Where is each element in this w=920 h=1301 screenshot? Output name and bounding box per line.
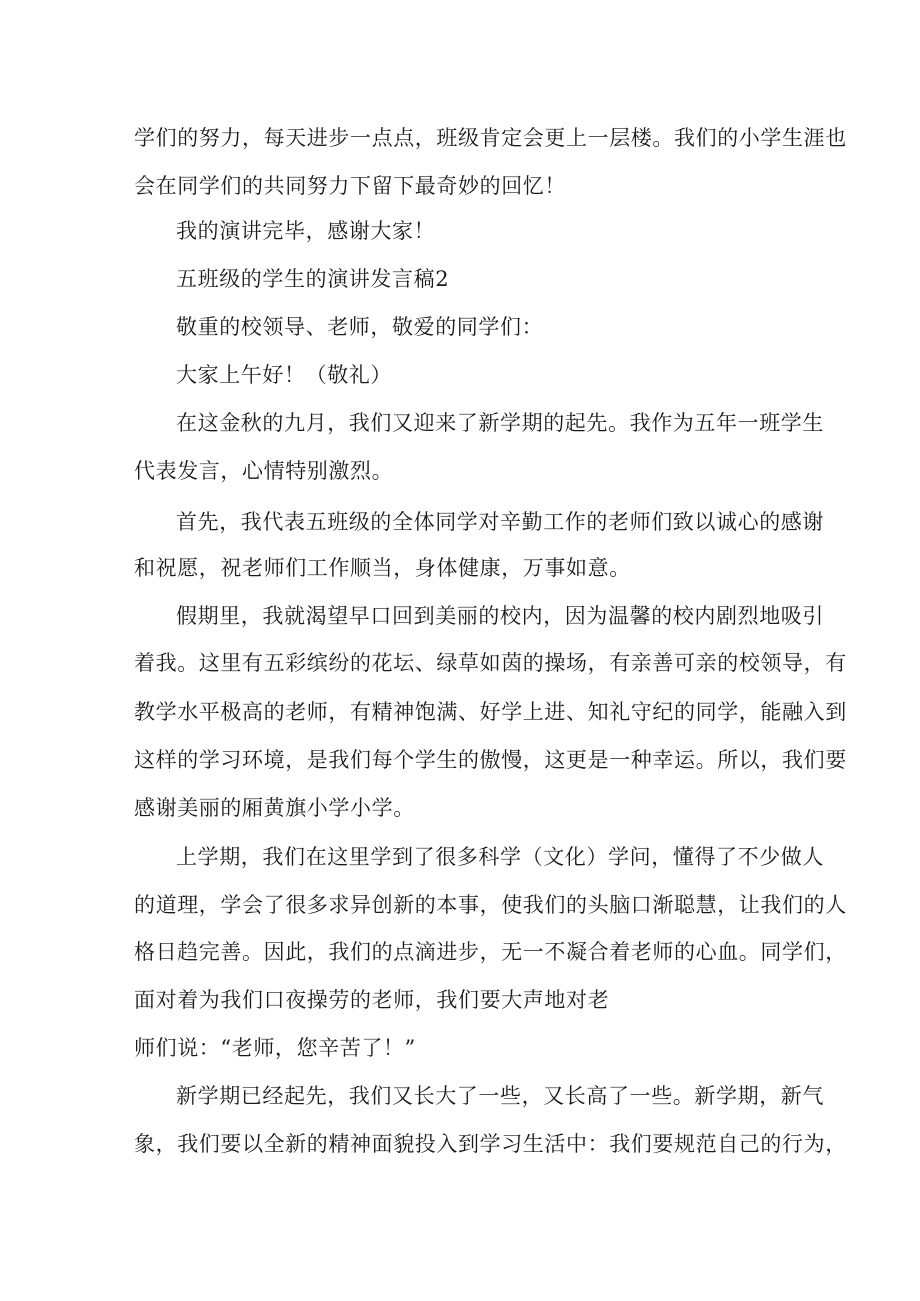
text-line: 象，我们要以全新的精神面貌投入到学习生活中：我们要规范自己的行为， bbox=[134, 1132, 847, 1156]
text-line: 的道理，学会了很多求异创新的本事，使我们的头脑口渐聪慧，让我们的人 bbox=[134, 893, 847, 917]
text-line: 和祝愿，祝老师们工作顺当，身体健康，万事如意。 bbox=[134, 556, 631, 580]
text-line: 代表发言，心情特别激烈。 bbox=[134, 459, 394, 483]
text-line: 首先，我代表五班级的全体同学对辛勤工作的老师们致以诚心的感谢 bbox=[176, 510, 824, 534]
text-line: 假期里，我就渴望早口回到美丽的校内，因为温馨的校内剧烈地吸引 bbox=[176, 604, 824, 628]
text-line: 学们的努力，每天进步一点点，班级肯定会更上一层楼。我们的小学生涯也 bbox=[134, 126, 847, 150]
text-line: 格日趋完善。因此，我们的点滴进步，无一不凝合着老师的心血。同学们， bbox=[134, 940, 847, 964]
text-line: 师们说：“老师，您辛苦了！” bbox=[134, 1036, 416, 1060]
text-line: 我的演讲完毕，感谢大家！ bbox=[176, 219, 436, 243]
section-heading: 五班级的学生的演讲发言稿2 bbox=[176, 267, 450, 291]
text-line: 新学期已经起先，我们又长大了一些，又长高了一些。新学期，新气 bbox=[176, 1084, 824, 1108]
text-line: 在这金秋的九月，我们又迎来了新学期的起先。我作为五年一班学生 bbox=[176, 411, 824, 435]
text-line: 面对着为我们口夜操劳的老师，我们要大声地对老 bbox=[134, 988, 610, 1012]
text-line: 着我。这里有五彩缤纷的花坛、绿草如茵的操场，有亲善可亲的校领导，有 bbox=[134, 651, 847, 675]
text-line: 敬重的校领导、老师，敬爱的同学们： bbox=[176, 315, 544, 339]
text-line: 感谢美丽的厢黄旗小学小学。 bbox=[134, 796, 415, 820]
text-line: 这样的学习环境，是我们每个学生的傲慢，这更是一种幸运。所以，我们要 bbox=[134, 748, 847, 772]
text-line: 上学期，我们在这里学到了很多科学（文化）学问，懂得了不少做人 bbox=[176, 845, 824, 869]
text-line: 会在同学们的共同努力下留下最奇妙的回忆！ bbox=[134, 174, 566, 198]
text-line: 教学水平极高的老师，有精神饱满、好学上进、知礼守纪的同学，能融入到 bbox=[134, 700, 847, 724]
text-line: 大家上午好！（敬礼） bbox=[176, 363, 392, 387]
